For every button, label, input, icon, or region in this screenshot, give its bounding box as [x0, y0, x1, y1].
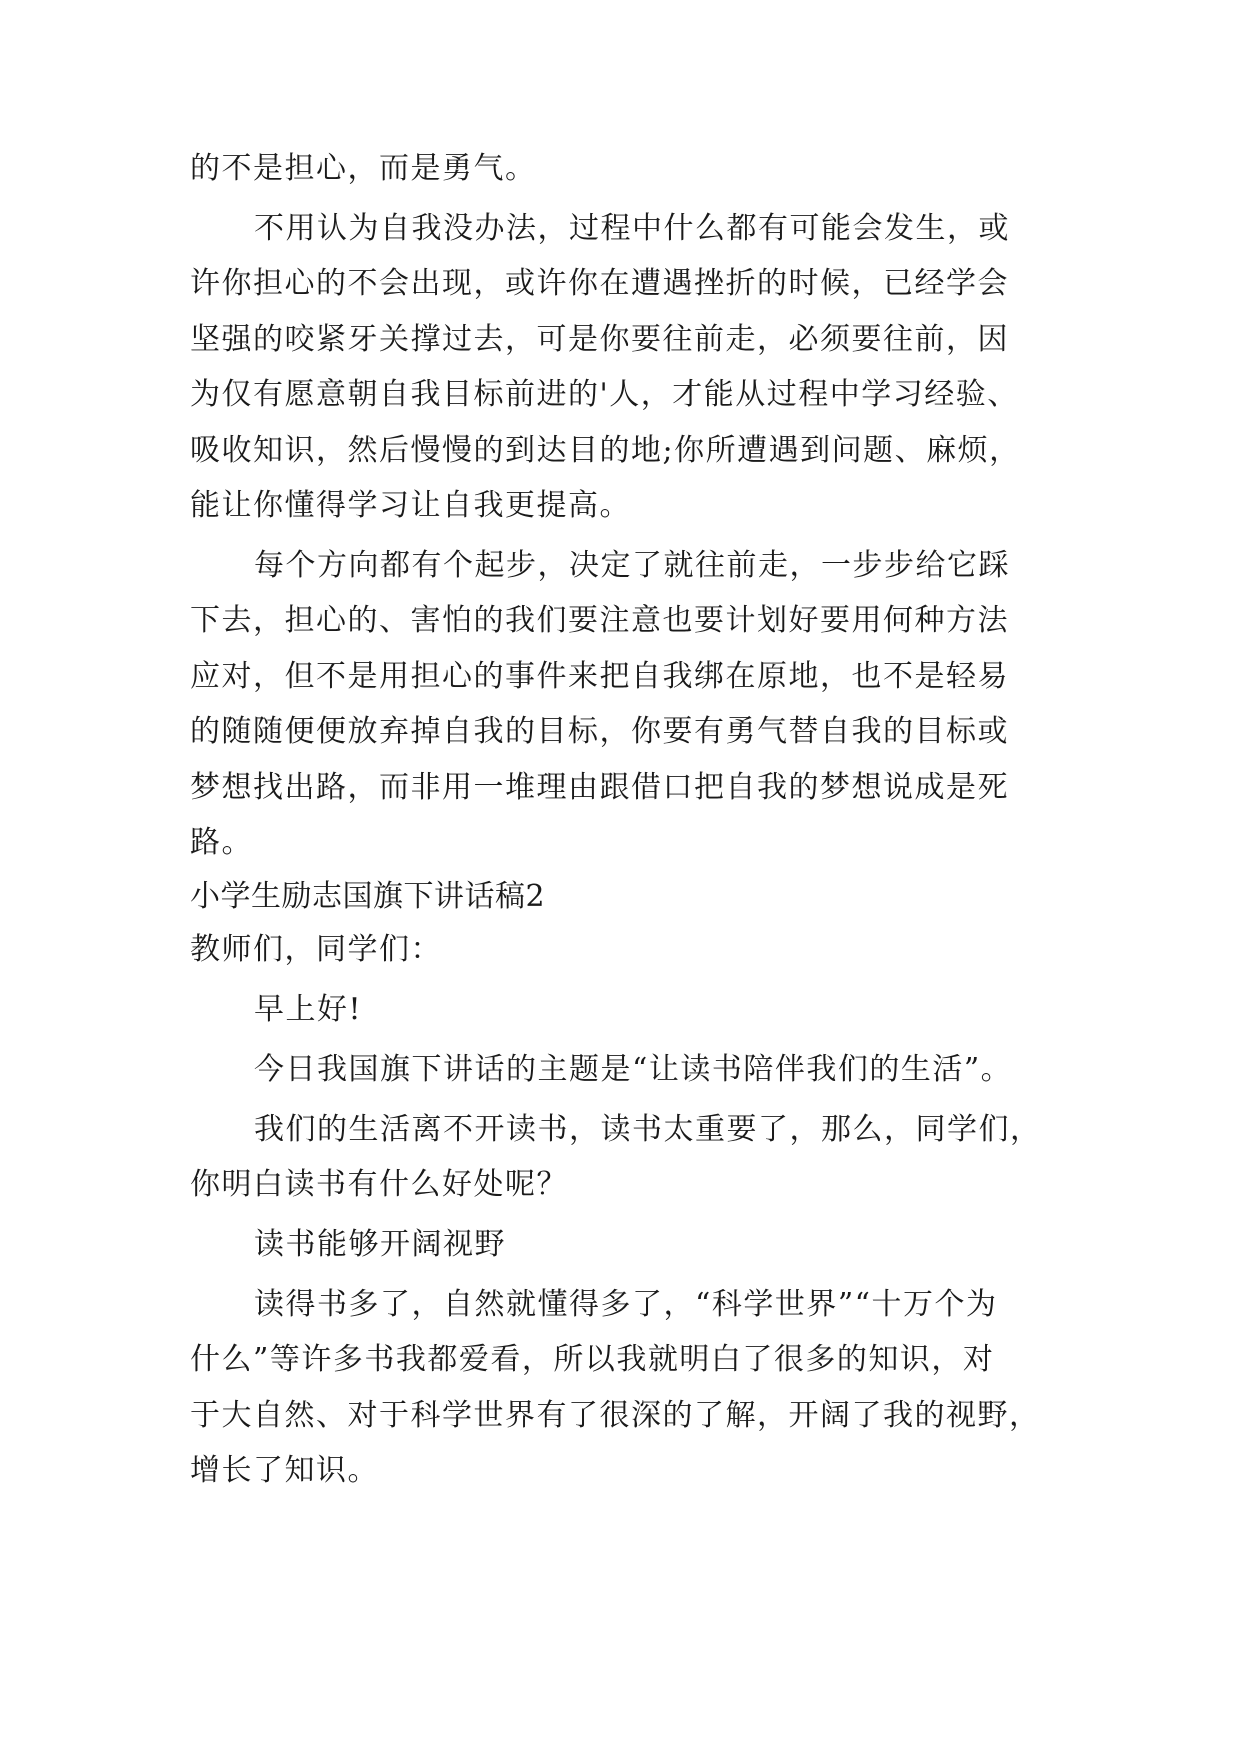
text-line: 为仅有愿意朝自我目标前进的'人，才能从过程中学习经验、 — [190, 377, 1019, 412]
subheading: 读书能够开阔视野 — [254, 1227, 506, 1262]
paragraph-start-line: 每个方向都有个起步，决定了就往前走，一步步给它踩 — [254, 548, 1010, 583]
text-line: 下去，担心的、害怕的我们要注意也要计划好要用何种方法 — [190, 603, 1009, 638]
paragraph-start-line: 读得书多了，自然就懂得多了，“科学世界”“十万个为 — [254, 1287, 998, 1322]
text-line: 的不是担心，而是勇气。 — [190, 151, 537, 186]
greeting: 早上好! — [254, 992, 363, 1027]
text-line: 的随随便便放弃掉自我的目标，你要有勇气替自我的目标或 — [190, 714, 1009, 749]
text-line: 坚强的咬紧牙关撑过去，可是你要往前走，必须要往前，因 — [190, 322, 1009, 357]
paragraph-start-line: 我们的生活离不开读书，读书太重要了，那么，同学们， — [254, 1112, 1042, 1147]
text-line: 梦想找出路，而非用一堆理由跟借口把自我的梦想说成是死 — [190, 770, 1009, 805]
text-line: 许你担心的不会出现，或许你在遭遇挫折的时候，已经学会 — [190, 266, 1009, 301]
text-line: 吸收知识，然后慢慢的到达目的地;你所遭遇到问题、麻烦， — [190, 433, 1021, 468]
salutation: 教师们，同学们： — [190, 932, 442, 967]
text-line: 增长了知识。 — [190, 1453, 379, 1488]
text-line: 什么”等许多书我都爱看，所以我就明白了很多的知识，对 — [190, 1342, 995, 1377]
paragraph-start-line: 今日我国旗下讲话的主题是“让读书陪伴我们的生活”。 — [254, 1052, 1013, 1087]
text-line: 应对，但不是用担心的事件来把自我绑在原地，也不是轻易 — [190, 659, 1009, 694]
paragraph-start-line: 不用认为自我没办法，过程中什么都有可能会发生，或 — [254, 211, 1010, 246]
text-line: 路。 — [190, 825, 253, 860]
text-line: 能让你懂得学习让自我更提高。 — [190, 488, 631, 523]
text-line: 于大自然、对于科学世界有了很深的了解，开阔了我的视野， — [190, 1398, 1041, 1433]
section-heading: 小学生励志国旗下讲话稿2 — [190, 879, 546, 914]
text-line: 你明白读书有什么好处呢？ — [190, 1167, 568, 1202]
